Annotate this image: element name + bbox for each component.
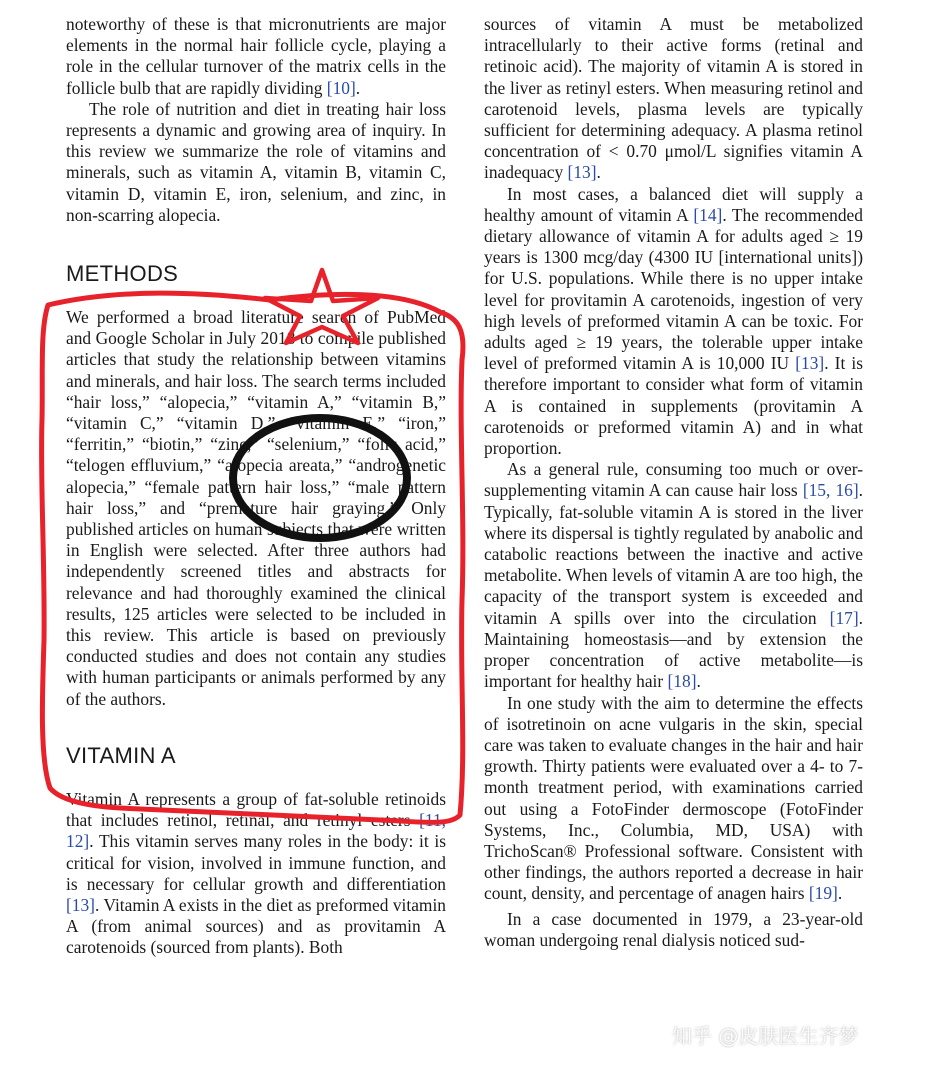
intro-paragraph-continued: noteworthy of these is that micronutrients are major elements in the normal hair follicle cycle, playing a role in the cellular turnover of the matrix cells in the follicle bulb that are rapidly dividing [10].	[66, 14, 446, 98]
citation-link[interactable]: [10]	[326, 77, 356, 98]
citation-link[interactable]: [17]	[829, 607, 859, 628]
citation-link[interactable]: [18]	[667, 671, 697, 692]
vitamin-a-heading: VITAMIN A	[66, 742, 176, 768]
vitamin-a-paragraph: Vitamin A represents a group of fat-soluble retinoids that includes retinol, retinal, and retinyl esters [11, 12]. This vitamin serves many roles in the body: it is critical for vision, involved in immune function, and is necessary for cellular growth and differentiation [13]. Vitamin A exists in the diet as preformed vitamin A (from animal sources) and as provitamin A carotenoids (sourced from plants). Both	[66, 788, 446, 958]
citation-link[interactable]: [11, 12]	[66, 810, 446, 852]
citation-link[interactable]: [19]	[808, 883, 838, 904]
oversupplement-paragraph: As a general rule, consuming too much or over-supplementing vitamin A can cause hair loss [15, 16]. Typically, fat-soluble vitamin A is stored in the liver where its dispersal is tightly regulated by anabolic and catabolic reactions between the inactive and active metabolite. When levels of vitamin A are too high, the capacity of the transport system is exceeded and vitamin A spills over into the circulation [17]. Maintaining homeostasis—and by extension the proper concentration of active metabolite—is important for healthy hair [18].	[484, 459, 863, 692]
methods-heading: METHODS	[66, 261, 179, 287]
right-column	[484, 14, 863, 951]
metabolism-paragraph: sources of vitamin A must be metabolized intracellularly to their active forms (retinal and retinoic acid). The majority of vitamin A is stored in the liver as retinyl esters. When measuring retinol and carotenoid levels, plasma levels are typically sufficient for determining adequacy. A plasma retinol concentration of < 0.70 μmol/L signifies vitamin A inadequacy [13].	[484, 14, 863, 183]
diet-paragraph: In most cases, a balanced diet will supply a healthy amount of vitamin A [14]. The recommended dietary allowance of vitamin A for adults aged ≥ 19 years is 1300 mcg/day (4300 IU [international units]) for U.S. populations. While there is no upper intake level for provitamin A carotenoids, ingestion of very high levels of preformed vitamin A can be toxic. For adults aged ≥ 19 years, the tolerable upper intake level of preformed vitamin A is 10,000 IU [13]. It is therefore important to consider what form of vitamin A is contained in supplements (provitamin A carotenoids or preformed vitamin A) and in what proportion.	[484, 183, 863, 459]
isotretinoin-study-paragraph: In one study with the aim to determine the effects of isotretinoin on acne vulgaris in the skin, special care was taken to evaluate changes in the hair and hair growth. Thirty patients were evaluated over a 4- to 7-month treatment period, with examinations carried out using a FotoFinder dermoscope (FotoFinder Systems, Inc., Columbia, MD, USA) with TrichoScan® Professional software. Consistent with other findings, the authors reported a decrease in hair count, density, and percentage of anagen hairs [19].	[484, 692, 863, 904]
watermark: 知乎 @皮肤医生齐梦	[672, 1024, 859, 1048]
citation-link[interactable]: [13]	[795, 353, 825, 374]
case-study-paragraph: In a case documented in 1979, a 23-year-old woman undergoing renal dialysis noticed sud-	[484, 908, 863, 950]
citation-link[interactable]: [15, 16]	[802, 480, 859, 501]
citation-link[interactable]: [14]	[693, 204, 723, 225]
left-column	[66, 14, 446, 959]
methods-paragraph: We performed a broad literature search of PubMed and Google Scholar in July 2018 to compile published articles that study the relationship between vitamins and minerals, and hair loss. The search terms included “hair loss,” “alopecia,” “vitamin A,” “vitamin B,” “vitamin C,” “vitamin D,” “vitamin E,” “iron,” “ferritin,” “biotin,” “zinc,” “selenium,” “folic acid,” “telogen effluvium,” “alopecia areata,” “androgenetic alopecia,” “female pattern hair loss,” “male pattern hair loss,” and “premature hair graying.” Only published articles on human subjects that were written in English were selected. After three authors had independently screened titles and abstracts for relevance and had thoroughly examined the clinical results, 125 articles were selected to be included in this review. This article is based on previously conducted studies and does not contain any studies with human participants or animals performed by any of the authors.	[66, 307, 446, 709]
citation-link[interactable]: [13]	[567, 162, 597, 183]
citation-link[interactable]: [13]	[66, 894, 95, 915]
nutrition-paragraph: The role of nutrition and diet in treating hair loss represents a dynamic and growing area of inquiry. In this review we summarize the role of vitamins and minerals, such as vitamin A, vitamin B, vitamin C, vitamin D, vitamin E, iron, selenium, and zinc, in non-scarring alopecia.	[66, 98, 446, 225]
